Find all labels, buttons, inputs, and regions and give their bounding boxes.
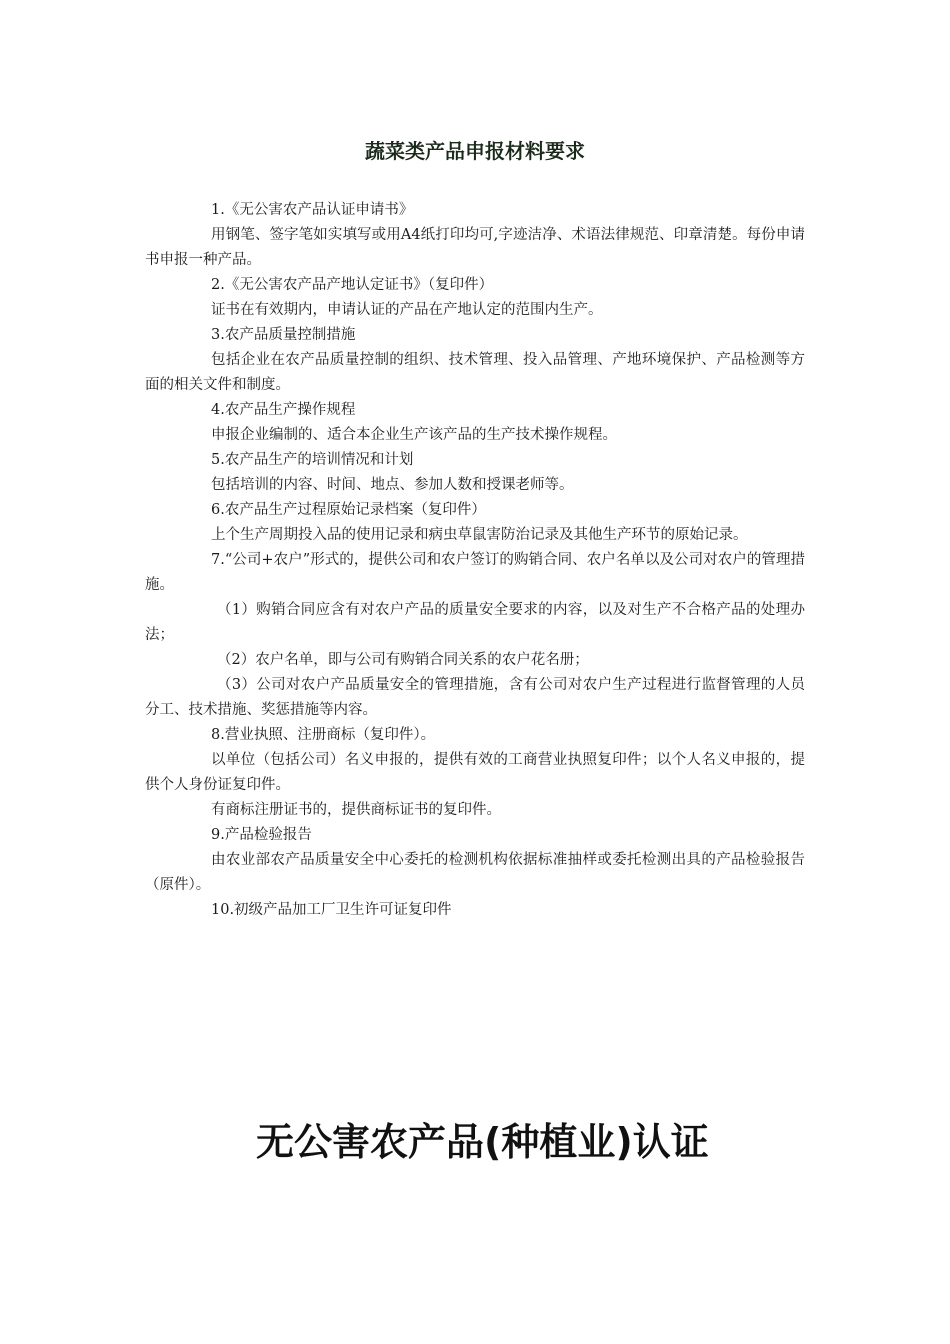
paragraph-2-heading: 2.《无公害农产品产地认定证书》（复印件） — [211, 277, 494, 293]
paragraph-4-heading: 4.农产品生产操作规程 — [211, 402, 356, 418]
paragraph-5-heading: 5.农产品生产的培训情况和计划 — [211, 452, 414, 468]
paragraph-6-heading: 6.农产品生产过程原始记录档案（复印件） — [211, 502, 486, 518]
paragraph-3-heading: 3.农产品质量控制措施 — [211, 327, 356, 343]
paragraph-1-body: 用钢笔、签字笔如实填写或用A4纸打印均可,字迹洁净、术语法律规范、印章清楚。每份申请书申报一种产品。 — [145, 227, 805, 268]
paragraph-8-body: 以单位（包括公司）名义申报的，提供有效的工商营业执照复印件；以个人名义申报的，提供个人身份证复印件。 — [145, 752, 805, 793]
paragraph-7-item-1: （1）购销合同应含有对农户产品的质量安全要求的内容，以及对生产不合格产品的处理办法； — [145, 602, 805, 643]
paragraph-6-body: 上个生产周期投入品的使用记录和病虫草鼠害防治记录及其他生产环节的原始记录。 — [211, 527, 748, 543]
document-body — [145, 198, 805, 923]
paragraph-7-item-3: （3）公司对农户产品质量安全的管理措施，含有公司对农户生产过程进行监督管理的人员分工、技术措施、奖惩措施等内容。 — [145, 677, 805, 718]
paragraph-9-body: 由农业部农产品质量安全中心委托的检测机构依据标准抽样或委托检测出具的产品检验报告（原件）。 — [145, 852, 805, 893]
paragraph-7-item-2: （2）农户名单，即与公司有购销合同关系的农户花名册； — [217, 652, 589, 668]
paragraph-10-heading: 10.初级产品加工厂卫生许可证复印件 — [211, 902, 452, 918]
paragraph-2-body: 证书在有效期内，申请认证的产品在产地认定的范围内生产。 — [211, 302, 603, 318]
paragraph-3-body: 包括企业在农产品质量控制的组织、技术管理、投入品管理、产地环境保护、产品检测等方面的相关文件和制度。 — [145, 352, 805, 393]
paragraph-1-heading: 1.《无公害农产品认证申请书》 — [211, 202, 414, 218]
paragraph-8-heading: 8.营业执照、注册商标（复印件）。 — [211, 727, 436, 743]
paragraph-5-body: 包括培训的内容、时间、地点、参加人数和授课老师等。 — [211, 477, 574, 493]
paragraph-8-body-2: 有商标注册证书的，提供商标证书的复印件。 — [211, 802, 501, 818]
footer-title: 无公害农产品(种植业)认证 — [256, 1120, 709, 1164]
document-title: 蔬菜类产品申报材料要求 — [365, 139, 585, 163]
paragraph-4-body: 申报企业编制的、适合本企业生产该产品的生产技术操作规程。 — [211, 427, 617, 443]
paragraph-7-heading: 7.“公司+农户”形式的，提供公司和农户签订的购销合同、农户名单以及公司对农户的管理措施。 — [145, 552, 805, 593]
paragraph-9-heading: 9.产品检验报告 — [211, 827, 312, 843]
